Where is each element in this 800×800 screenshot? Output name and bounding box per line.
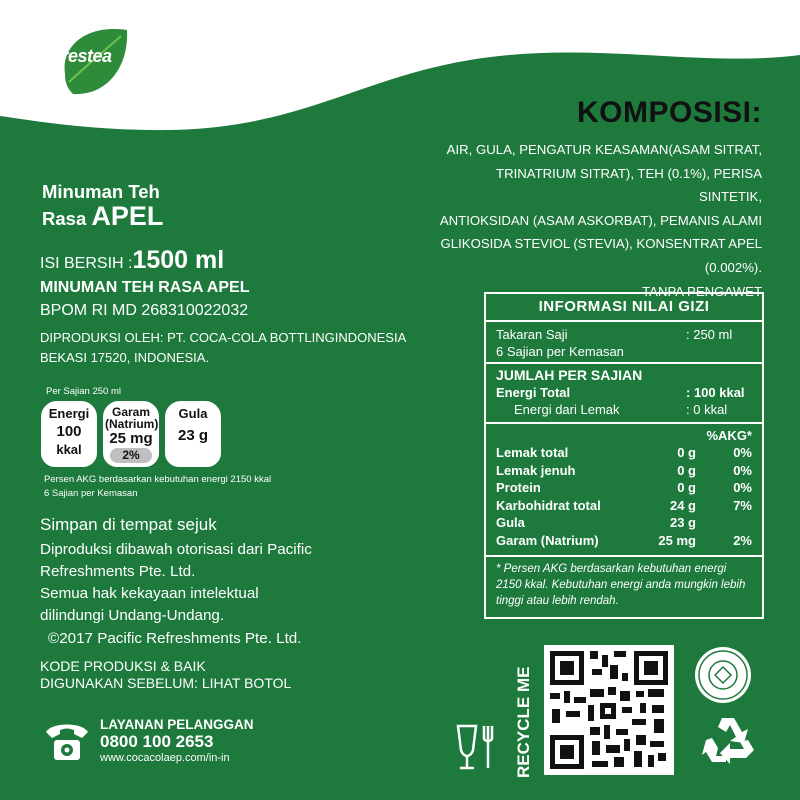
nutrient-row — [486, 514, 762, 532]
production-code-line1: KODE PRODUKSI & BAIK — [40, 658, 206, 674]
gda-note: Persen AKG berdasarkan kebutuhan energi 2150 kkal — [44, 474, 272, 485]
nutrient-pct: 0% — [733, 462, 752, 478]
komposisi-line: TANPA PENGAWET — [642, 283, 762, 299]
recycle-icon — [700, 712, 756, 768]
gda-sugar-box — [165, 401, 221, 467]
customer-service-number[interactable]: 0800 100 2653 — [100, 732, 214, 751]
nutrient-pct — [696, 514, 752, 532]
nutrient-row — [486, 497, 762, 515]
gda-energy-value: 100 — [56, 423, 82, 440]
akg-header-text: %AKG* — [706, 428, 752, 443]
servings-per-pack — [486, 343, 762, 360]
brand-logo-text: frestea — [56, 46, 112, 66]
gda-serving-size: Per Sajian 250 ml — [46, 386, 121, 397]
gda-sugar-value: 23 g — [177, 427, 208, 444]
legal-line: Refreshments Pte. Ltd. — [40, 563, 196, 580]
gda-servings: 6 Sajian per Kemasan — [44, 488, 138, 499]
gda-energy-box — [41, 401, 97, 467]
product-name-caps: MINUMAN TEH RASA APEL — [40, 279, 250, 296]
serving-size-row — [486, 326, 762, 343]
phone-icon — [42, 718, 92, 766]
energy-fat-label: Energi dari Lemak — [514, 402, 620, 417]
nutrient-qty: 0 g — [677, 462, 696, 478]
nutrient-name: Lemak jenuh — [496, 462, 576, 478]
nutrition-footnote: * Persen AKG berdasarkan kebutuhan energi 2150 kkal. Kebutuhan energi anda mungkin lebih tinggi atau lebih rendah. — [496, 563, 746, 607]
nutrient-rows — [486, 424, 762, 557]
nutrient-qty: 23 g — [669, 515, 696, 530]
servings-per-pack-text: 6 Sajian per Kemasan — [496, 344, 624, 359]
nutrient-row — [486, 532, 762, 550]
nutrient-name: Karbohidrat total — [496, 497, 601, 513]
nutrient-pct: 7% — [733, 497, 752, 513]
nutrient-name: Gula — [496, 515, 525, 530]
per-serving-title — [486, 367, 762, 384]
net-content-value: 1500 ml — [132, 246, 225, 274]
komposisi-line: ANTIOKSIDAN (ASAM ASKORBAT), PEMANIS ALAMI — [439, 212, 762, 228]
nutrient-pct: 0% — [733, 480, 752, 495]
net-content — [40, 246, 224, 275]
halal-logo — [693, 645, 753, 705]
production-code-line2: DIGUNAKAN SEBELUM: LIHAT BOTOL — [40, 675, 292, 691]
nutrient-qty: 0 g — [677, 445, 696, 460]
energy-total-row — [486, 384, 762, 401]
copyright: ©2017 Pacific Refreshments Pte. Ltd. — [48, 630, 302, 647]
nutrition-title: INFORMASI NILAI GIZI — [486, 294, 762, 322]
product-name-prefix: Rasa — [42, 208, 92, 229]
serving-info — [486, 322, 762, 364]
nutrition-facts-table — [484, 292, 764, 619]
gda-salt-box — [103, 401, 159, 467]
nutrient-pct: 2% — [733, 532, 752, 548]
gda-salt-label: Garam — [111, 405, 151, 419]
net-content-label: ISI BERSIH : — [40, 255, 133, 272]
komposisi-line: (0.002%). — [704, 259, 762, 275]
nutrient-row — [486, 444, 762, 462]
legal-line: dilindungi Undang-Undang. — [40, 607, 225, 624]
nutrient-row — [486, 462, 762, 480]
komposisi-title: KOMPOSISI: — [576, 96, 762, 129]
producer-line1: DIPRODUKSI OLEH: PT. COCA-COLA BOTTLINGINDONESIA — [40, 330, 407, 345]
gda-sugar-label: Gula — [178, 406, 208, 421]
gda-salt-label2: (Natrium) — [105, 417, 159, 431]
nutrient-name: Garam (Natrium) — [496, 532, 599, 548]
gda-energy-label: Energi — [48, 406, 90, 421]
gda-salt-percent: 2% — [110, 448, 152, 463]
legal-line: Diproduksi dibawah otorisasi dari Pacific — [40, 541, 312, 558]
customer-service-title: LAYANAN PELANGGAN — [100, 717, 254, 732]
gda-labels — [41, 401, 221, 467]
per-serving-title-text: JUMLAH PER SAJIAN — [496, 367, 643, 383]
nutrient-row — [486, 479, 762, 497]
komposisi-text — [432, 138, 762, 303]
product-name-line1: Minuman Teh — [42, 181, 160, 202]
food-safe-icon — [454, 722, 504, 772]
komposisi-line: AIR, GULA, PENGATUR KEASAMAN(ASAM SITRAT, — [446, 142, 762, 157]
product-name-line2 — [42, 201, 164, 231]
energy-total-label: Energi Total — [496, 385, 571, 400]
energy-total-value: : 100 kkal — [686, 385, 745, 400]
energy-fat-row — [486, 401, 762, 418]
energy-info — [486, 364, 762, 424]
komposisi-line: GLIKOSIDA STEVIOL (STEVIA), KONSENTRAT APEL — [440, 236, 762, 252]
product-flavor: APEL — [91, 201, 164, 231]
serving-size-value: : 250 ml — [686, 327, 733, 342]
legal-line: Semua hak kekayaan intelektual — [40, 585, 259, 602]
recycle-me-label: RECYCLE ME — [514, 666, 533, 778]
customer-service — [100, 716, 254, 767]
komposisi-line: TRINATRIUM SITRAT), TEH (0.1%), PERISA SINTETIK, — [496, 165, 762, 205]
nutrient-name: Protein — [496, 480, 541, 495]
storage-instruction: Simpan di tempat sejuk — [40, 515, 217, 534]
product-name — [42, 179, 163, 231]
qr-code[interactable] — [544, 645, 674, 775]
nutrient-qty: 25 mg — [658, 532, 696, 548]
nutrient-qty: 0 g — [677, 480, 696, 495]
serving-size-label: Takaran Saji — [496, 327, 568, 342]
producer-line2: BEKASI 17520, INDONESIA. — [40, 350, 210, 365]
energy-fat-value: : 0 kkal — [686, 402, 728, 417]
nutrient-pct: 0% — [733, 445, 752, 460]
nutrient-name: Lemak total — [496, 445, 569, 460]
bpom-number: BPOM RI MD 268310022032 — [40, 302, 249, 319]
gda-energy-unit: kkal — [56, 442, 82, 457]
customer-service-url[interactable]: www.cocacolaep.com/in-in — [100, 752, 230, 764]
akg-header — [486, 427, 762, 444]
gda-salt-value: 25 mg — [109, 430, 153, 447]
nutrient-qty: 24 g — [669, 497, 696, 513]
